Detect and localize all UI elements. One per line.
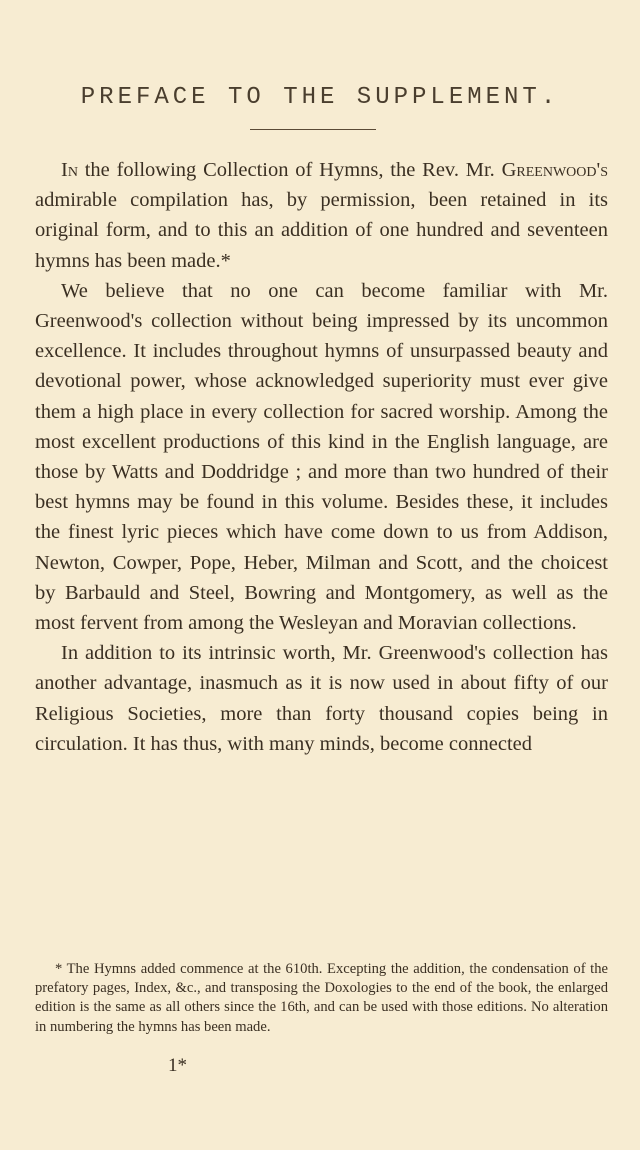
title-rule xyxy=(250,129,376,130)
paragraph-2: We believe that no one can become familiar with Mr. Greenwood's collection without being impressed by its uncommon excellence. It includes throughout hymns of unsurpassed beauty and devotional power, whose acknowledged superiority must ever give them a high place in every collection for sacred worship. Among the most excellent productions of this kind in the English language, are those by Watts and Doddridge ; and more than two hundred of their best hymns may be found in this volume. Besides these, it includes the finest lyric pieces which have come down to us from Addison, Newton, Cowper, Pope, Heber, Milman and Scott, and the choicest by Barbauld and Steel, Bowring and Montgomery, as well as the most fervent from among the Wesleyan and Moravian collections. xyxy=(35,279,608,635)
greenwood-name: Greenwood's xyxy=(501,159,608,181)
signature-mark: 1* xyxy=(168,1055,187,1076)
paragraph-1 xyxy=(35,155,608,276)
paragraph-1-first-part: the following Collection of Hymns, the Rev. Mr. xyxy=(77,159,502,181)
footnote-text: * The Hymns added commence at the 610th. Excepting the addition, the condensation of the prefatory pages, Index, &c., and transposing the Doxologies to the end of the book, the enlarged edition is the same as all others since the 16th, and can be used with those editions. No alteration in numbering the hymns has been made. xyxy=(35,961,608,1035)
paragraph-1-rest: admirable compilation has, by permission, been retained in its original form, and to this an addition of one hundred and seventeen hymns has been made.* xyxy=(35,189,608,272)
paragraph-3: In addition to its intrinsic worth, Mr. Greenwood's collection has another advantage, inasmuch as it is now used in about fifty of our Religious Societies, more than forty thousand copies being in circulation. It has thus, with many minds, become connected xyxy=(35,642,608,755)
page-title: PREFACE TO THE SUPPLEMENT. xyxy=(80,84,560,111)
footnote xyxy=(35,960,608,1037)
preface-body xyxy=(35,155,608,759)
lead-word: In xyxy=(61,159,78,181)
